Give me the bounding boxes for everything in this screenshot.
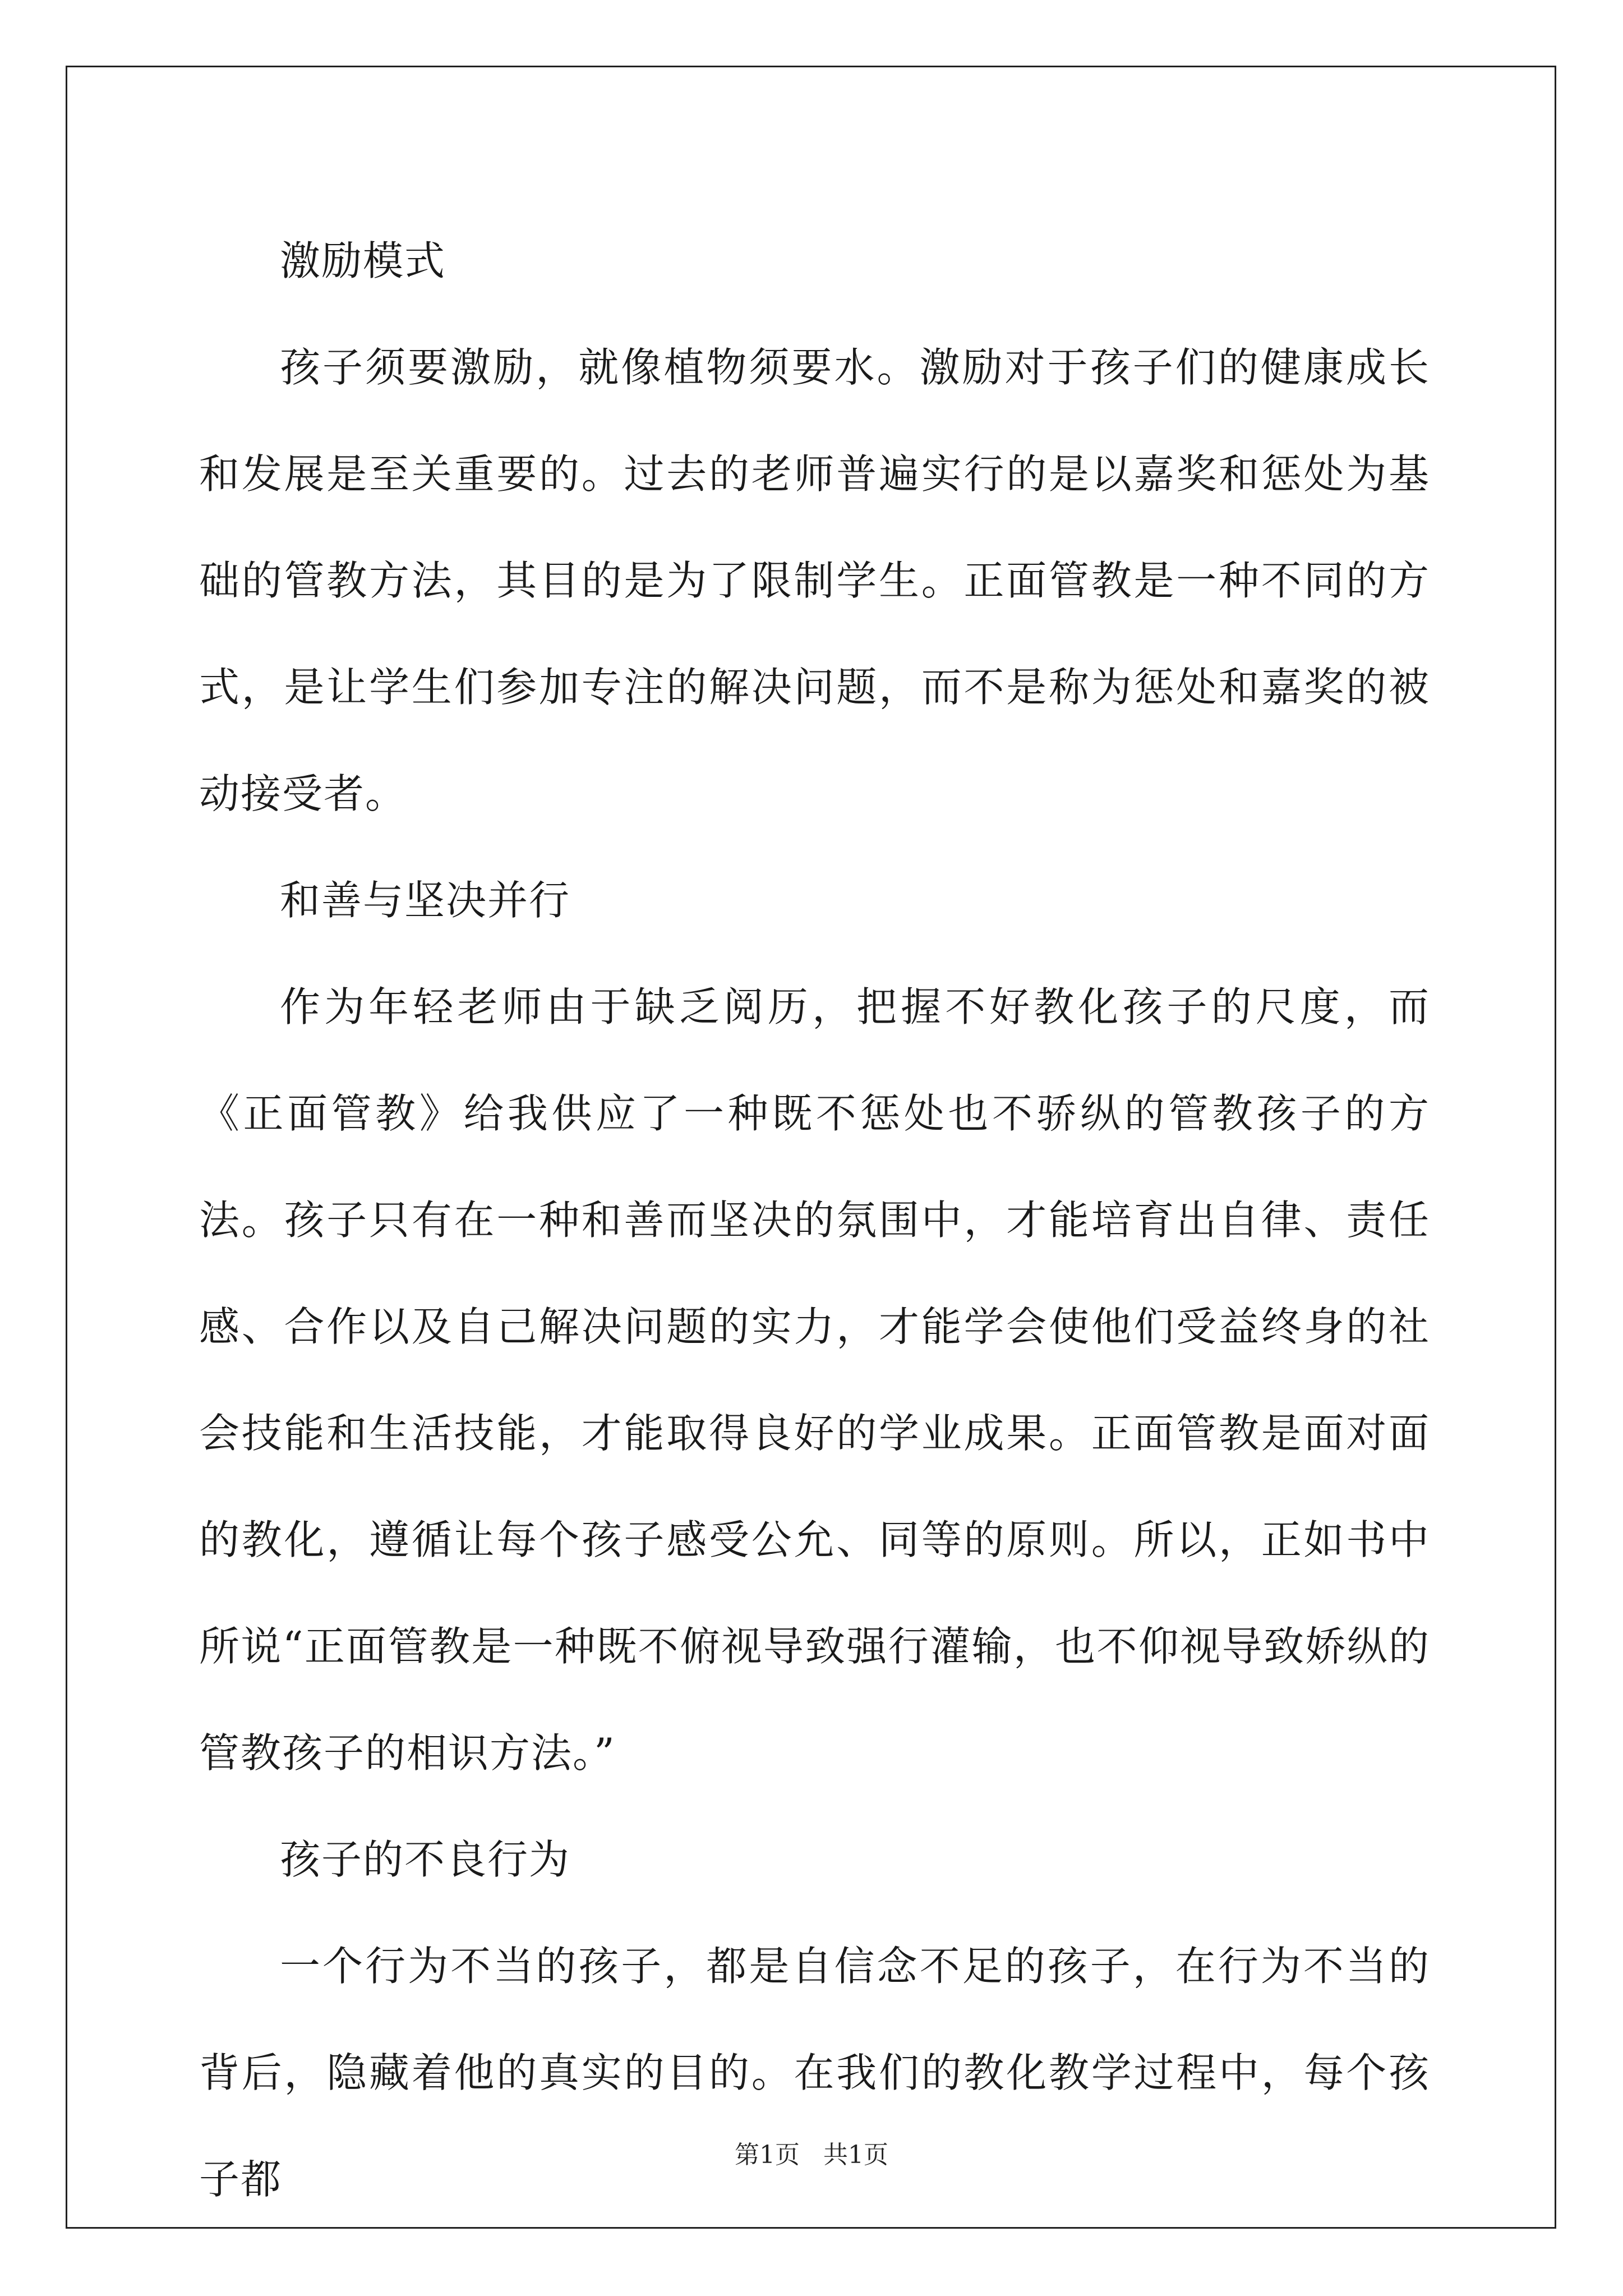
page-number: 第1页 [735,2141,800,2169]
document-body [199,208,1430,2233]
paragraph-misbehavior: 一个行为不当的孩子，都是自信念不足的孩子，在行为不当的背后，隐藏着他的真实的目的。在我们的教化教学过程中，每个孩子都 [199,1943,1430,2203]
page-footer [0,2134,1623,2170]
section-heading-motivation: 激励模式 [280,237,446,284]
paragraph-motivation: 孩子须要激励，就像植物须要水。激励对于孩子们的健康成长和发展是至关重要的。过去的老师普遍实行的是以嘉奖和惩处为基础的管教方法，其目的是为了限制学生。正面管教是一种不同的方式，是让学生们参加专注的解决问题，而不是称为惩处和嘉奖的被动接受者。 [199,344,1430,817]
page-total: 共1页 [823,2141,888,2169]
section-heading-kind-and-firm: 和善与坚决并行 [280,877,571,924]
section-heading-misbehavior: 孩子的不良行为 [280,1836,571,1883]
paragraph-kind-and-firm: 作为年轻老师由于缺乏阅历，把握不好教化孩子的尺度，而《正面管教》给我供应了一种既不惩处也不骄纵的管教孩子的方法。孩子只有在一种和善而坚决的氛围中，才能培育出自律、责任感、合作以及自己解决问题的实力，才能学会使他们受益终身的社会技能和生活技能，才能取得良好的学业成果。正面管教是面对面的教化，遵循让每个孩子感受公允、同等的原则。所以，正如书中所说“正面管教是一种既不俯视导致强行灌输，也不仰视导致娇纵的管教孩子的相识方法。” [199,983,1430,1777]
